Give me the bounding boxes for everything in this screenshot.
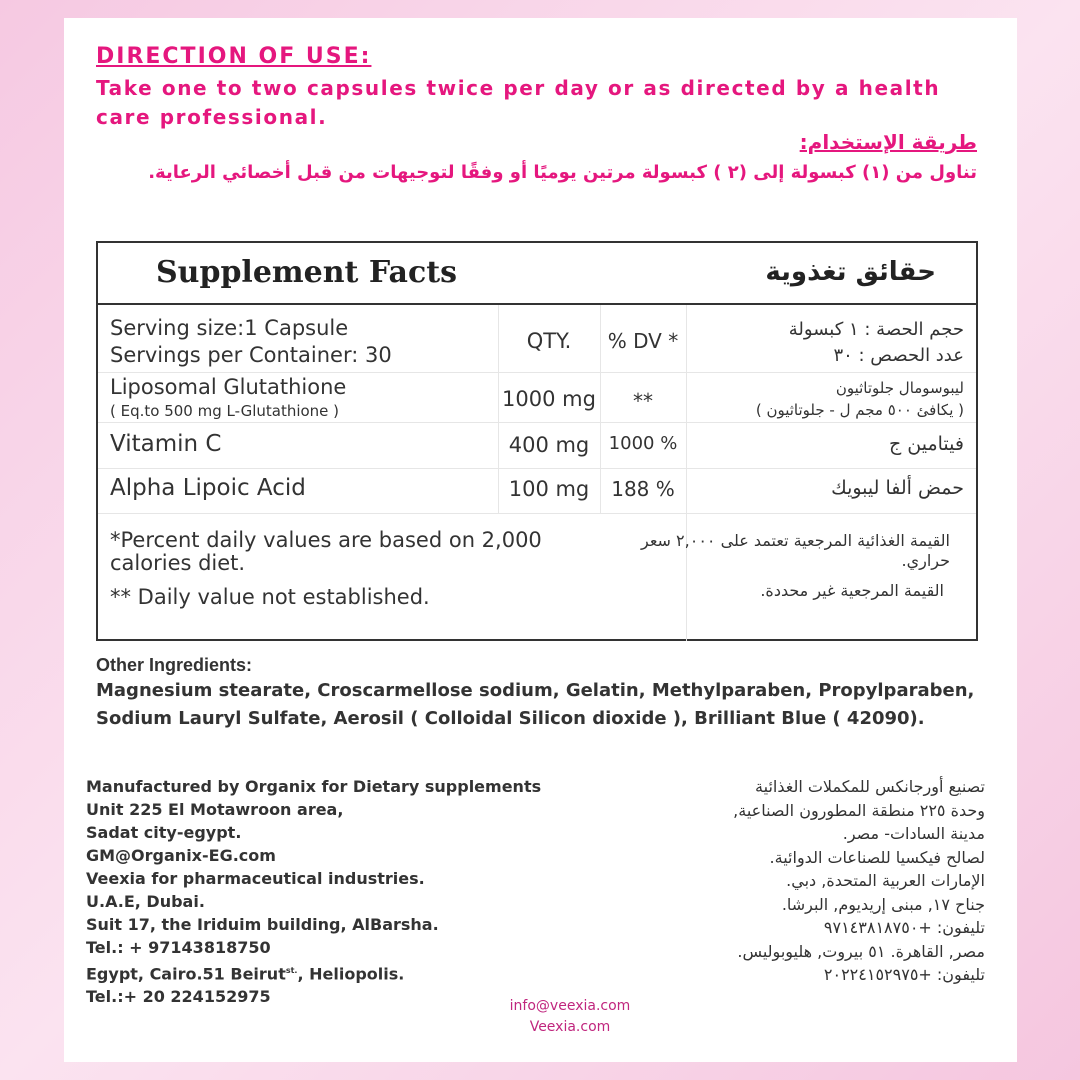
manufacturer-line-ar: تليفون: +٢٠٢٢٤١٥٢٩٧٥: [823, 965, 985, 984]
table-row: [98, 373, 976, 423]
qty-header: QTY.: [526, 329, 572, 353]
manufacturer-line: Unit 225 El Motawroon area,: [86, 800, 344, 819]
footnote-dv-ar: القيمة الغذائية المرجعية تعتمد على ٢,٠٠٠ سعر حراري.: [641, 531, 950, 570]
manufacturer-line-ar: وحدة ٢٢٥ منطقة المطورون الصناعية,: [733, 800, 985, 820]
other-ingredients-title: Other Ingredients:: [96, 655, 253, 675]
directions-title: DIRECTION OF USE:: [96, 44, 372, 69]
ingredient-dv: **: [633, 389, 653, 413]
facts-title: Supplement Facts: [156, 255, 457, 290]
ingredient-name: Vitamin C: [110, 431, 222, 457]
ingredient-qty: 400 mg: [508, 433, 590, 457]
other-ingredients-text: Magnesium stearate, Croscarmellose sodium, Gelatin, Methylparaben, Propylparaben, Sodium Lauryl Sulfate, Aerosil ( Colloidal Silicon dioxide ), Brilliant Blue ( 42090).: [96, 680, 975, 729]
facts-header: [98, 243, 976, 305]
ingredient-qty: 100 mg: [508, 477, 590, 501]
ingredient-name: Liposomal Glutathione: [110, 375, 347, 399]
manufacturer-line: Sadat city-egypt.: [86, 823, 242, 842]
manufacturer-line-ar: الإمارات العربية المتحدة, دبي.: [786, 871, 985, 890]
manufacturer-line: GM@Organix-EG.com: [86, 846, 276, 865]
ingredient-dv: 188 %: [611, 477, 675, 501]
ingredient-name-ar: حمض ألفا ليبويك: [831, 477, 964, 499]
ingredient-subtext-ar: ( يكافئ ٥٠٠ مجم ل - جلوتاثيون ): [755, 401, 964, 419]
ingredient-name-ar: ليبوسومال جلوتاثيون: [835, 379, 964, 397]
directions-text-ar: تناول من (١) كبسولة إلى (٢ ) كبسولة مرتين يوميًا أو وفقًا لتوجيهات من قبل أخصائي الرعاية.: [148, 162, 977, 183]
servings-per-container: Servings per Container: 30: [110, 343, 392, 367]
manufacturer-info: [86, 775, 586, 1008]
ingredient-subtext: ( Eq.to 500 mg L-Glutathione ): [110, 402, 340, 420]
ingredient-dv: 1000 %: [608, 433, 678, 454]
table-row: [98, 423, 976, 469]
manufacturer-line: Tel.:+ 20 224152975: [86, 987, 271, 1007]
ingredient-name-ar: فيتامين ج: [888, 433, 964, 455]
manufacturer-line-ar: تليفون: +٩٧١٤٣٨١٨٧٥٠: [823, 918, 985, 937]
ingredient-qty: 1000 mg: [502, 387, 596, 411]
manufacturer-line: Suit 17, the Iriduim building, AlBarsha.: [86, 915, 439, 934]
serving-row: [98, 307, 976, 373]
manufacturer-line-ar: مصر, القاهرة. ٥١ بيروت, هليوبوليس.: [737, 941, 985, 961]
manufacturer-line-ar: لصالح فيكسيا للصناعات الدوائية.: [769, 847, 985, 867]
manufacturer-line-ar: مدينة السادات- مصر.: [842, 824, 985, 843]
table-row: [98, 469, 976, 514]
ingredient-name: Alpha Lipoic Acid: [110, 475, 306, 501]
manufacturer-line-ar: تصنيع أورجانكس للمكملات الغذائية: [755, 777, 985, 796]
supplement-facts-table: [96, 241, 978, 641]
footnote-dv: *Percent daily values are based on 2,000 calories diet.: [110, 528, 542, 575]
contact-info: [470, 996, 670, 1038]
serving-size: Serving size:1 Capsule: [110, 316, 349, 340]
serving-size-ar: حجم الحصة : ١ كبسولة: [788, 319, 964, 340]
manufacturer-line: Veexia for pharmaceutical industries.: [86, 869, 425, 888]
footnote-not-established: ** Daily value not established.: [110, 585, 430, 609]
dv-header: % DV *: [607, 329, 679, 353]
manufacturer-info-ar: [625, 775, 985, 987]
label-card: [64, 18, 1017, 1062]
footnote-not-established-ar: القيمة المرجعية غير محددة.: [760, 581, 944, 600]
manufacturer-line: Manufactured by Organix for Dietary supplements: [86, 777, 542, 796]
manufacturer-line-cairo: Egypt, Cairo.51 Beirut$^{st.}$, Heliopolis.: [86, 964, 405, 984]
manufacturer-line-ar: جناح ١٧, مبنى إريديوم, البرشا.: [781, 894, 985, 914]
servings-ar: عدد الحصص : ٣٠: [833, 345, 964, 366]
manufacturer-line: Tel.: + 97143818750: [86, 938, 271, 957]
directions-text: Take one to two capsules twice per day or as directed by a health care professional.: [96, 76, 941, 129]
facts-title-ar: حقائق تغذوية: [765, 257, 936, 287]
directions-title-ar: طريقة الإستخدام:: [799, 130, 977, 154]
manufacturer-line: U.A.E, Dubai.: [86, 892, 205, 911]
contact-website: Veexia.com: [529, 1019, 611, 1035]
contact-email: info@veexia.com: [509, 998, 631, 1014]
